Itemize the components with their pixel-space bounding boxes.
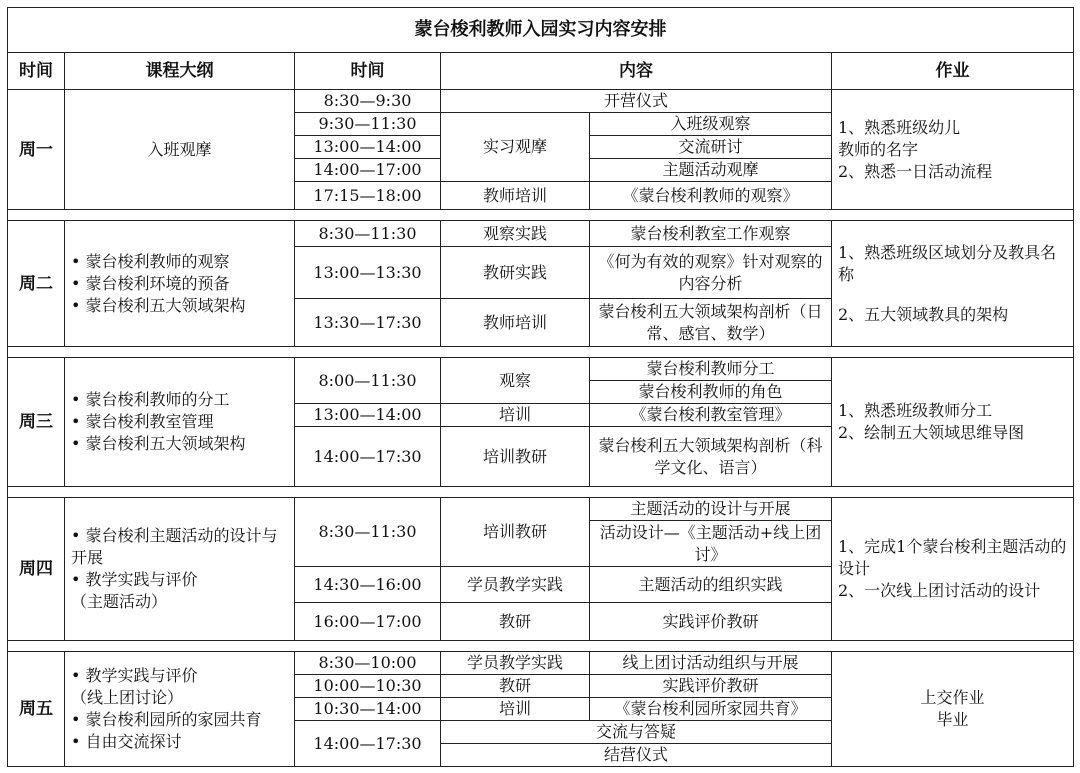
- homework-line: 1、完成1个蒙台梭利主题活动的设计: [838, 537, 1067, 578]
- header-time: 时间: [8, 53, 65, 90]
- time-slot: 8:30—11:30: [295, 498, 441, 567]
- syllabus-line: • 蒙台梭利五大领域架构: [71, 295, 246, 315]
- content-item: 《何为有效的观察》针对观察的内容分析: [590, 247, 832, 299]
- homework-line: 2、熟悉一日活动流程: [838, 161, 993, 181]
- category-cell: 教研: [441, 603, 590, 641]
- syllabus-line: • 教学实践与评价: [71, 666, 198, 685]
- separator-row: [8, 347, 1074, 358]
- syllabus-friday: [65, 652, 295, 767]
- category-cell: 教研实践: [441, 247, 590, 299]
- syllabus-thursday: [65, 498, 295, 641]
- time-slot: 14:00—17:00: [295, 159, 441, 182]
- content-item: 活动设计—《主题活动+线上团讨》: [590, 521, 832, 567]
- content-item: 实践评价教研: [590, 675, 832, 698]
- header-homework: 作业: [832, 53, 1074, 90]
- homework-monday: [832, 90, 1074, 210]
- homework-line: 上交作业: [920, 688, 985, 707]
- page-title: 蒙台梭利教师入园实习内容安排: [8, 8, 1074, 53]
- homework-line: 教师的名字: [838, 139, 919, 159]
- day-wednesday: 周三: [8, 358, 65, 487]
- time-slot: 16:00—17:00: [295, 603, 441, 641]
- syllabus-line: （线上团讨论）: [71, 688, 184, 707]
- syllabus-line: • 蒙台梭利教师的分工: [71, 390, 230, 409]
- syllabus-line: • 蒙台梭利五大领域架构: [71, 434, 246, 453]
- content-item: 入班级观察: [590, 113, 832, 136]
- homework-line: 1、熟悉班级幼儿: [838, 117, 961, 137]
- day-friday: 周五: [8, 652, 65, 767]
- separator-row: [8, 641, 1074, 652]
- content-item: 交流研讨: [590, 136, 832, 159]
- time-slot: 13:00—14:00: [295, 404, 441, 427]
- syllabus-line: • 蒙台梭利园所的家园共育: [71, 710, 262, 729]
- homework-thursday: [832, 498, 1074, 641]
- time-slot: 13:00—14:00: [295, 136, 441, 159]
- category-cell: 实习观摩: [441, 113, 590, 182]
- homework-line: 毕业: [936, 710, 969, 729]
- category-cell: 培训教研: [441, 498, 590, 567]
- content-item: 《蒙台梭利园所家园共育》: [590, 698, 832, 721]
- category-cell: 培训教研: [441, 427, 590, 487]
- time-slot: 14:00—17:30: [295, 721, 441, 767]
- time-slot: 14:00—17:30: [295, 427, 441, 487]
- content-item: 实践评价教研: [590, 603, 832, 641]
- separator-row: [8, 210, 1074, 221]
- syllabus-line: （主题活动）: [71, 592, 168, 611]
- syllabus-line: • 蒙台梭利教室管理: [71, 412, 214, 431]
- content-item: 蒙台梭利教师分工: [590, 358, 832, 381]
- time-slot: 8:00—11:30: [295, 358, 441, 404]
- syllabus-monday: 入班观摩: [65, 90, 295, 210]
- content-item: 结营仪式: [441, 744, 832, 767]
- time-slot: 13:00—13:30: [295, 247, 441, 299]
- syllabus-line: • 自由交流探讨: [71, 732, 182, 751]
- homework-line: 2、一次线上团讨活动的设计: [838, 581, 1041, 600]
- homework-tuesday: [832, 221, 1074, 347]
- category-cell: 教师培训: [441, 182, 590, 210]
- homework-line: 1、熟悉班级教师分工: [838, 401, 993, 420]
- content-item: 蒙台梭利五大领域架构剖析（科学文化、语言）: [590, 427, 832, 487]
- content-item: 蒙台梭利教室工作观察: [590, 221, 832, 247]
- content-item: 蒙台梭利教师的角色: [590, 381, 832, 404]
- syllabus-line: • 教学实践与评价: [71, 570, 198, 589]
- content-item: 主题活动的组织实践: [590, 567, 832, 603]
- day-monday: 周一: [8, 90, 65, 210]
- day-tuesday: 周二: [8, 221, 65, 347]
- homework-wednesday: [832, 358, 1074, 487]
- category-cell: 学员教学实践: [441, 652, 590, 675]
- syllabus-wednesday: [65, 358, 295, 487]
- syllabus-line: • 蒙台梭利环境的预备: [71, 273, 230, 293]
- category-cell: 培训: [441, 404, 590, 427]
- time-slot: 9:30—11:30: [295, 113, 441, 136]
- schedule-table: [7, 7, 1074, 767]
- syllabus-tuesday: [65, 221, 295, 347]
- separator-row: [8, 487, 1074, 498]
- time-slot: 8:30—9:30: [295, 90, 441, 113]
- time-slot: 14:30—16:00: [295, 567, 441, 603]
- time-slot: 13:30—17:30: [295, 299, 441, 347]
- content-item: 主题活动观摩: [590, 159, 832, 182]
- homework-line: 1、熟悉班级区域划分及教具名称: [838, 242, 1057, 284]
- time-slot: 8:30—10:00: [295, 652, 441, 675]
- content-item: 蒙台梭利五大领域架构剖析（日常、感官、数学）: [590, 299, 832, 347]
- content-opening: 开营仪式: [441, 90, 832, 113]
- category-cell: 观察实践: [441, 221, 590, 247]
- header-slot-time: 时间: [295, 53, 441, 90]
- category-cell: 观察: [441, 358, 590, 404]
- homework-friday: [832, 652, 1074, 767]
- syllabus-line: • 蒙台梭利教师的观察: [71, 251, 230, 271]
- homework-line: 2、五大领域教具的架构: [838, 304, 1009, 324]
- category-cell: 教师培训: [441, 299, 590, 347]
- syllabus-line: • 蒙台梭利主题活动的设计与开展: [71, 526, 278, 567]
- category-cell: 培训: [441, 698, 590, 721]
- homework-line: 2、绘制五大领域思维导图: [838, 423, 1025, 442]
- content-item: 主题活动的设计与开展: [590, 498, 832, 521]
- content-item: 《蒙台梭利教师的观察》: [590, 182, 832, 210]
- content-item: 线上团讨活动组织与开展: [590, 652, 832, 675]
- day-thursday: 周四: [8, 498, 65, 641]
- time-slot: 17:15—18:00: [295, 182, 441, 210]
- category-cell: 教研: [441, 675, 590, 698]
- category-cell: 学员教学实践: [441, 567, 590, 603]
- time-slot: 8:30—11:30: [295, 221, 441, 247]
- time-slot: 10:30—14:00: [295, 698, 441, 721]
- header-syllabus: 课程大纲: [65, 53, 295, 90]
- content-item: 《蒙台梭利教室管理》: [590, 404, 832, 427]
- time-slot: 10:00—10:30: [295, 675, 441, 698]
- content-item: 交流与答疑: [441, 721, 832, 744]
- header-content: 内容: [441, 53, 832, 90]
